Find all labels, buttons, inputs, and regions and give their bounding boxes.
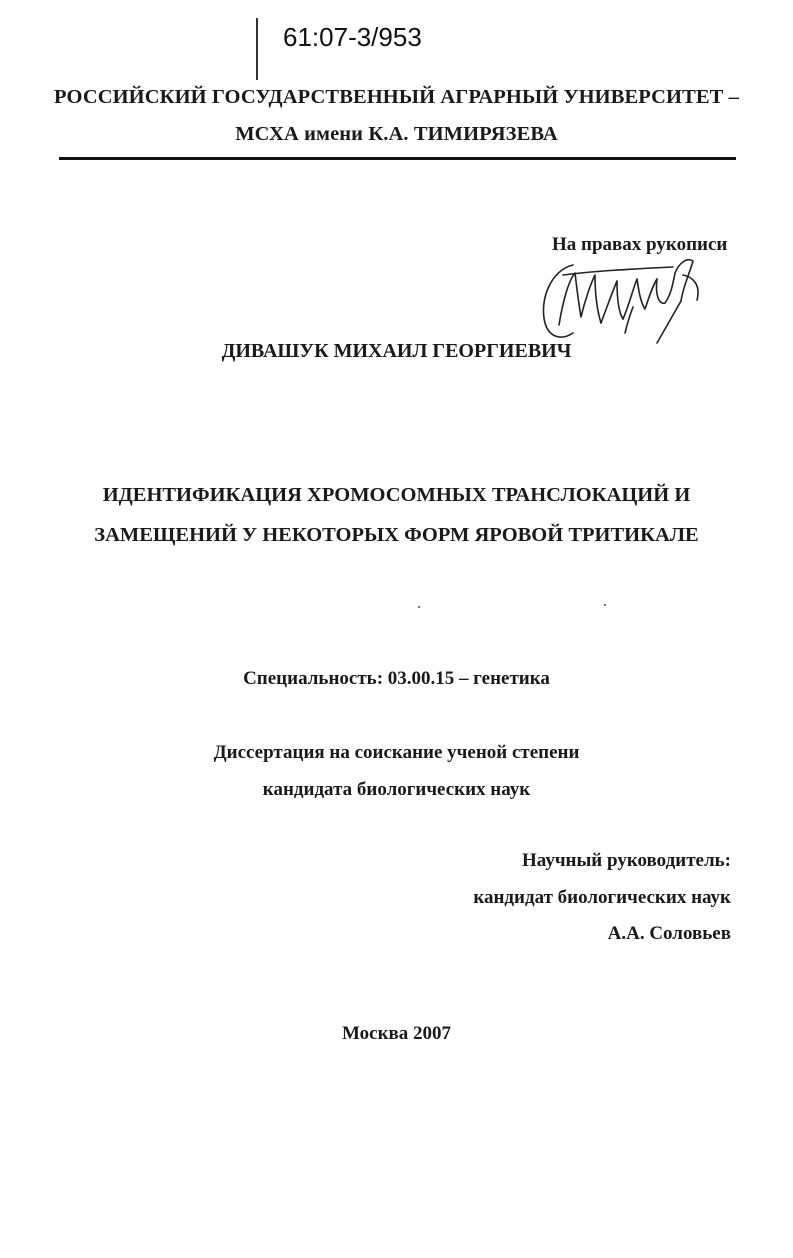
supervisor-rank: кандидат биологических наук — [473, 887, 731, 908]
thesis-title-line-2: ЗАМЕЩЕНИЙ У НЕКОТОРЫХ ФОРМ ЯРОВОЙ ТРИТИКАЛЕ — [94, 524, 699, 546]
institution-line-2: МСХА имени К.А. ТИМИРЯЗЕВА — [235, 123, 558, 145]
supervisor-name: А.А. Соловьев — [607, 923, 731, 944]
archive-code: 61:07-3/953 — [283, 22, 422, 52]
handwritten-signature — [533, 245, 723, 350]
author-name: ДИВАШУК МИХАИЛ ГЕОРГИЕВИЧ — [221, 340, 572, 362]
supervisor-label: Научный руководитель: — [522, 850, 731, 871]
institution-line-1: РОССИЙСКИЙ ГОСУДАРСТВЕННЫЙ АГРАРНЫЙ УНИВЕРСИТЕТ – — [54, 86, 739, 108]
scan-speck — [418, 606, 420, 608]
specialty: Специальность: 03.00.15 – генетика — [243, 668, 550, 689]
manuscript-rights-note: На правах рукописи — [552, 234, 728, 255]
city-year: Москва 2007 — [341, 1023, 452, 1044]
header-rule — [59, 157, 736, 160]
degree-line-2: кандидата биологических наук — [262, 779, 531, 800]
thesis-title-line-1: ИДЕНТИФИКАЦИЯ ХРОМОСОМНЫХ ТРАНСЛОКАЦИЙ И — [102, 484, 691, 506]
scan-speck — [604, 604, 606, 606]
degree-line-1: Диссертация на соискание ученой степени — [213, 742, 580, 763]
archive-divider-line — [256, 18, 258, 80]
